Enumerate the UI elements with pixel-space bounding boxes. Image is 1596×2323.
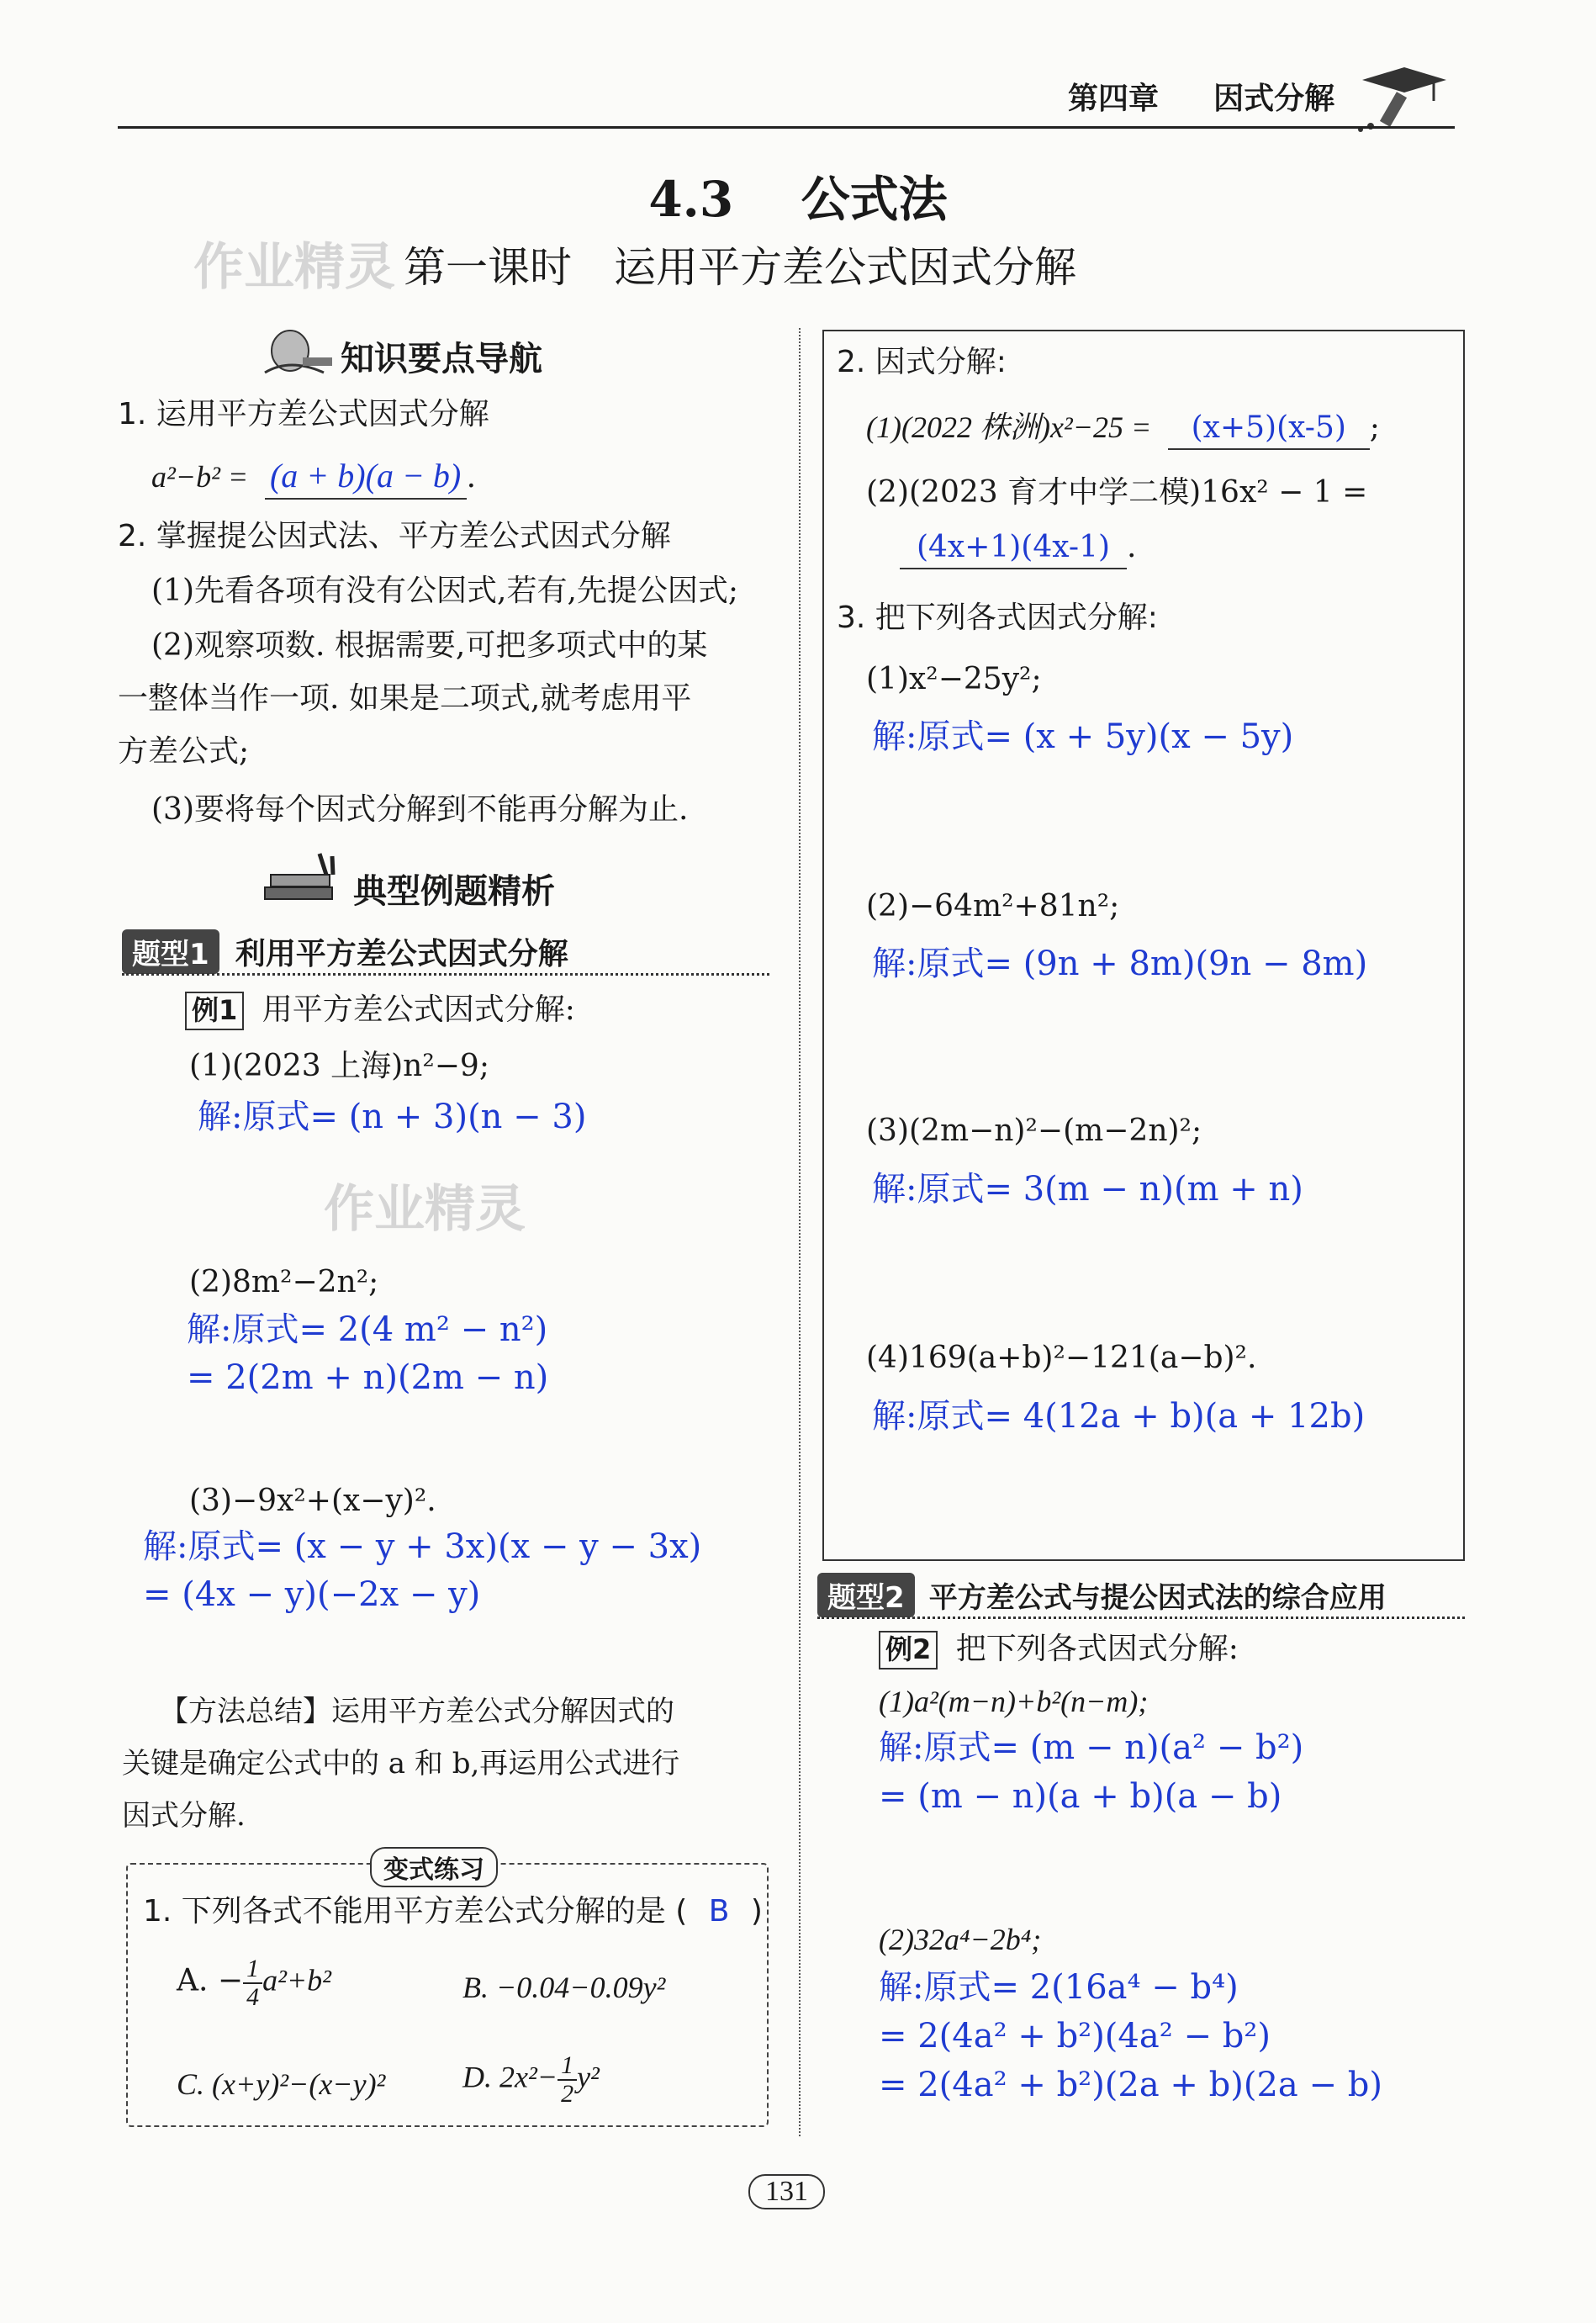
type2-header <box>817 1573 1387 1617</box>
option-d <box>462 2052 600 2107</box>
knowledge-step-2a: (2)观察项数. 根据需要,可把多项式中的某 <box>151 628 708 663</box>
type1-header <box>122 929 568 974</box>
practice-q3-1: (1)x²−25y²; <box>866 662 1042 696</box>
practice-q2-2: (2)(2023 育才中学二模)16x² − 1 = <box>866 475 1368 510</box>
practice-q3-4-answer: 解:原式= 4(12a + b)(a + 12b) <box>872 1397 1366 1436</box>
example1-prompt-text: 用平方差公式因式分解: <box>262 992 575 1027</box>
option-a: A. − $\frac{1}{4}$ a²+b² <box>177 1955 331 2011</box>
formula-text: a²−b² = <box>151 460 249 494</box>
practice-q1-answer: B <box>708 1894 730 1929</box>
example2-a1a: 解:原式= (m − n)(a² − b²) <box>879 1728 1304 1767</box>
type2-title: 平方差公式与提公因式法的综合应用 <box>928 1581 1387 1615</box>
type1-rule <box>122 971 769 976</box>
practice-q1-text: 1. 下列各式不能用平方差公式分解的是 ( <box>143 1894 688 1929</box>
lesson-title: 第一课时 运用平方差公式因式分解 <box>404 243 1076 292</box>
practice-q3-2-answer: 解:原式= (9n + 8m)(9n − 8m) <box>872 945 1368 983</box>
practice-q1-close: ) <box>750 1894 763 1929</box>
practice-q3-4: (4)169(a+b)²−121(a−b)². <box>866 1341 1257 1375</box>
option-d-num: 1 <box>558 2052 577 2081</box>
example1-a1: 解:原式= (n + 3)(n − 3) <box>198 1098 587 1136</box>
example1-a2b: = 2(2m + n)(2m − n) <box>187 1358 549 1397</box>
knowledge-point-1: 1. 运用平方差公式因式分解 <box>118 397 489 431</box>
knowledge-point-2: 2. 掌握提公因式法、平方差公式因式分解 <box>118 519 671 553</box>
example2-q2: (2)32a⁴−2b⁴; <box>879 1923 1042 1956</box>
practice-q2-2-answer: (4x+1)(4x-1) <box>900 528 1127 569</box>
method-summary-2: 关键是确定公式中的 a 和 b,再运用公式进行 <box>122 1747 680 1781</box>
practice-q3: 3. 把下列各式因式分解: <box>837 601 1158 635</box>
example2-label: 例2 <box>879 1631 938 1669</box>
example2-prompt <box>879 1630 1239 1669</box>
example1-a3b: = (4x − y)(−2x − y) <box>143 1575 481 1614</box>
type1-title: 利用平方差公式因式分解 <box>235 937 568 971</box>
option-a-rest: a²+b² <box>262 1963 331 1998</box>
example2-a2c: = 2(4a² + b²)(2a + b)(2a − b) <box>879 2066 1382 2104</box>
watermark-mid: 作业精灵 <box>324 1180 526 1239</box>
pencil-cap-icon <box>1354 59 1455 135</box>
books-icon <box>261 849 345 908</box>
option-d-rest: y² <box>577 2060 600 2094</box>
column-divider <box>799 328 801 2136</box>
chapter-header <box>1068 80 1334 119</box>
chapter-label: 第四章 <box>1068 82 1160 116</box>
section-name: 公式法 <box>801 171 948 228</box>
practice-q2-1-answer: (x+5)(x-5) <box>1168 409 1370 450</box>
example1-prompt <box>185 991 575 1030</box>
practice-q2: 2. 因式分解: <box>837 345 1007 379</box>
practice-q2-1-text: (1)(2022 株洲)x²−25 = <box>866 410 1152 444</box>
type2-rule <box>817 1615 1465 1619</box>
practice-q2-2-line: (4x+1)(4x-1) . <box>900 528 1136 569</box>
method-summary-3: 因式分解. <box>122 1799 246 1833</box>
practice-q3-2: (2)−64m²+81n²; <box>866 889 1120 923</box>
type2-tag: 题型2 <box>817 1573 915 1617</box>
example1-q2: (2)8m²−2n²; <box>189 1265 379 1299</box>
option-a-fraction <box>243 1955 262 2010</box>
option-c: C. (x+y)²−(x−y)² <box>177 2067 386 2101</box>
example1-label: 例1 <box>185 992 244 1030</box>
example1-q3: (3)−9x²+(x−y)². <box>189 1484 436 1518</box>
practice-q2-1: (1)(2022 株洲)x²−25 = (x+5)(x-5) ; <box>866 408 1380 450</box>
example1-a2a: 解:原式= 2(4 m² − n²) <box>187 1310 548 1349</box>
section-number: 4.3 <box>648 171 734 228</box>
example1-q1: (1)(2023 上海)n²−9; <box>189 1049 489 1083</box>
type1-tag: 题型1 <box>122 929 219 974</box>
practice-q1 <box>143 1892 763 1932</box>
knowledge-step-2b: 一整体当作一项. 如果是二项式,就考虑用平 <box>118 681 692 716</box>
header-rule <box>118 126 1455 129</box>
student-head-icon <box>256 324 336 378</box>
practice-q3-3: (3)(2m−n)²−(m−2n)²; <box>866 1114 1202 1148</box>
knowledge-step-2c: 方差公式; <box>118 734 250 769</box>
formula-answer: (a + b)(a − b) <box>265 454 467 500</box>
example1-a3a: 解:原式= (x − y + 3x)(x − y − 3x) <box>143 1527 702 1566</box>
option-b: B. −0.04−0.09y² <box>462 1971 666 2004</box>
example2-a2b: = 2(4a² + b²)(4a² − b²) <box>879 2017 1271 2056</box>
option-a-den: 4 <box>246 1982 260 2011</box>
option-a-num: 1 <box>243 1955 262 1984</box>
option-a-label: A. <box>177 1963 209 1998</box>
example2-a1b: = (m − n)(a + b)(a − b) <box>879 1777 1282 1816</box>
example2-q1: (1)a²(m−n)+b²(n−m); <box>879 1685 1149 1718</box>
section-title <box>0 160 1596 230</box>
chapter-title: 因式分解 <box>1213 82 1335 116</box>
practice-q3-3-answer: 解:原式= 3(m − n)(m + n) <box>872 1170 1303 1209</box>
page-number: 131 <box>748 2174 825 2209</box>
practice-badge: 变式练习 <box>370 1847 498 1887</box>
option-d-fraction <box>558 2052 577 2107</box>
knowledge-formula: a²−b² = (a + b)(a − b) . <box>151 454 476 500</box>
knowledge-step-1: (1)先看各项有没有公因式,若有,先提公因式; <box>151 574 739 608</box>
option-d-den: 2 <box>561 2079 574 2108</box>
method-summary-1: 【方法总结】运用平方差公式分解因式的 <box>160 1695 674 1728</box>
watermark-top: 作业精灵 <box>193 238 395 297</box>
practice-q3-1-answer: 解:原式= (x + 5y)(x − 5y) <box>872 717 1294 756</box>
examples-heading: 典型例题精析 <box>353 872 555 911</box>
knowledge-heading: 知识要点导航 <box>341 340 542 378</box>
knowledge-step-3: (3)要将每个因式分解到不能再分解为止. <box>151 792 689 827</box>
option-d-label: D. 2x²− <box>462 2060 558 2094</box>
example2-prompt-text: 把下列各式因式分解: <box>955 1632 1239 1666</box>
example2-a2a: 解:原式= 2(16a⁴ − b⁴) <box>879 1968 1239 2007</box>
